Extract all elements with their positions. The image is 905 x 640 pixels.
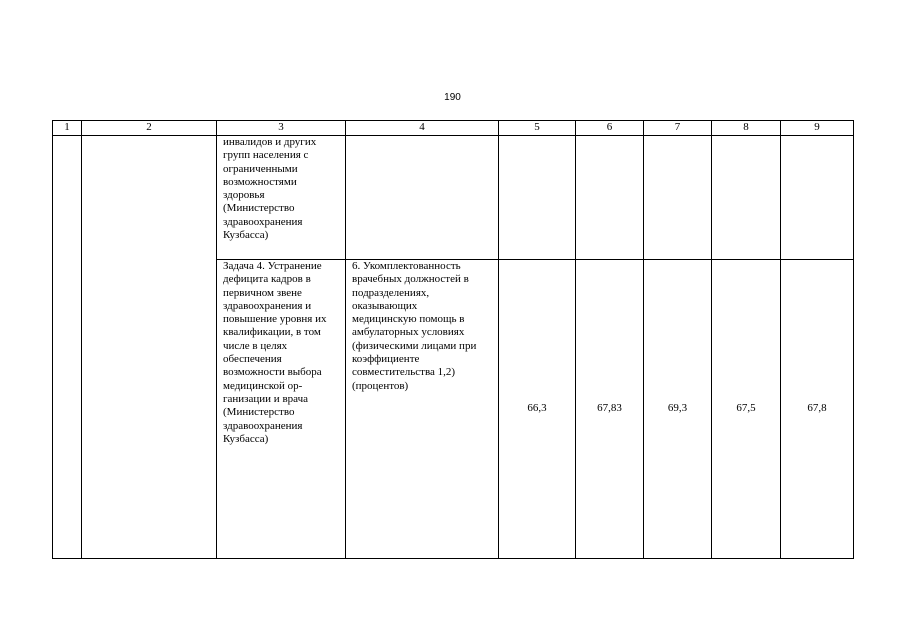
header-col-7: 7	[644, 121, 712, 136]
cell-col-1	[53, 136, 82, 260]
value-cell	[576, 136, 644, 260]
header-col-5: 5	[499, 121, 576, 136]
value-col-7: 69,3	[644, 260, 712, 559]
header-col-1: 1	[53, 121, 82, 136]
task-text: Задача 4. Устранение дефицита кадров в первичном звене здравоохранения и повышение уровня их квалификации, в том числе в целях обеспечения возможности выбора медицинской ор- ганизации и врача (Министерство здравоохранения Кузбасса)	[223, 260, 327, 445]
value-cell	[781, 136, 854, 260]
value-cell	[644, 136, 712, 260]
value-cell	[499, 136, 576, 260]
page-number: 190	[444, 92, 461, 103]
table-row	[53, 260, 854, 559]
value-cell	[712, 136, 781, 260]
header-col-2: 2	[82, 121, 217, 136]
task-text: инвалидов и других групп населения с ограниченными возможностями здоровья (Министерство здравоохранения Кузбасса)	[223, 136, 317, 242]
value-col-6: 67,83	[576, 260, 644, 559]
indicator-cell	[346, 136, 499, 260]
task-cell	[217, 260, 346, 559]
table-row	[53, 136, 854, 260]
value-col-8: 67,5	[712, 260, 781, 559]
header-row	[53, 121, 854, 136]
header-col-9: 9	[781, 121, 854, 136]
task-cell	[217, 136, 346, 260]
indicator-text: 6. Укомплектованность врачебных должностей в подразделениях, оказывающих медицинскую помощь в амбулаторных условиях (физическими лицами при коэффициенте совместительства 1,2) (процентов)	[352, 260, 477, 392]
cell-col-2	[82, 260, 217, 559]
header-col-3: 3	[217, 121, 346, 136]
value-col-5: 66,3	[499, 260, 576, 559]
cell-col-2	[82, 136, 217, 260]
header-col-6: 6	[576, 121, 644, 136]
value-col-9: 67,8	[781, 260, 854, 559]
header-col-4: 4	[346, 121, 499, 136]
header-col-8: 8	[712, 121, 781, 136]
indicators-table	[52, 120, 854, 559]
indicator-cell	[346, 260, 499, 559]
cell-col-1	[53, 260, 82, 559]
